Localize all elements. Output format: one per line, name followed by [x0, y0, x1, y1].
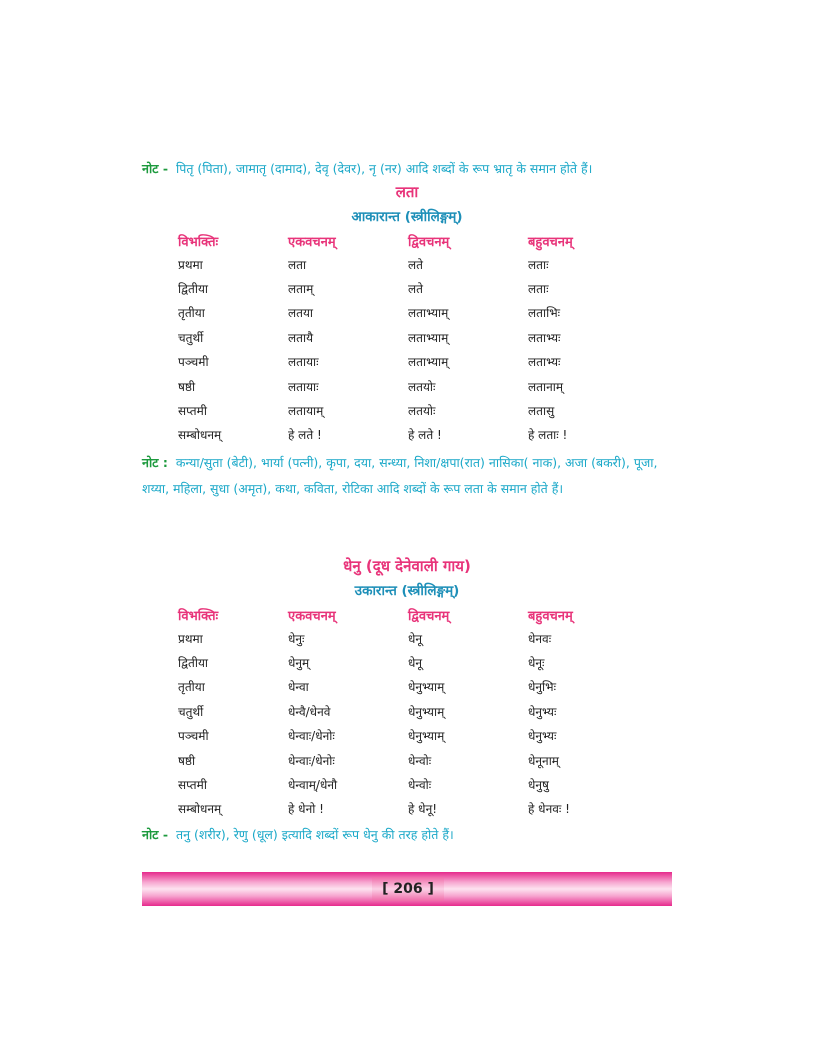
- table-row: [178, 724, 648, 748]
- table-row: [178, 374, 648, 398]
- dual-form: धेनुभ्याम्: [408, 704, 445, 719]
- singular-form: लतया: [288, 306, 314, 321]
- dual-form: लतयोः: [408, 404, 436, 419]
- table-row: [178, 276, 648, 300]
- singular-form: धेनुम्: [288, 656, 310, 671]
- table-row: [178, 301, 648, 325]
- lata-declension-table: [178, 230, 648, 447]
- header-vibhakti: विभक्तिः: [178, 235, 219, 250]
- singular-form: हे लते !: [288, 428, 322, 443]
- note-label: नोट -: [142, 161, 169, 176]
- lata-title: लता: [395, 183, 419, 201]
- note-lata-words: [142, 450, 672, 502]
- table-row: [178, 398, 648, 422]
- plural-form: लताभिः: [528, 306, 561, 321]
- dual-form: धेनुभ्याम्: [408, 680, 445, 695]
- singular-form: धेन्वाः/धेनोः: [288, 753, 335, 768]
- row-label: चतुर्थी: [178, 704, 204, 719]
- dhenu-title: धेनु (दूध देनेवाली गाय): [343, 557, 471, 575]
- singular-form: धेन्वा: [288, 680, 309, 695]
- singular-form: लतायाः: [288, 355, 319, 370]
- row-label: सम्बोधनम्: [178, 428, 222, 443]
- row-label: सप्तमी: [178, 778, 207, 793]
- dual-form: लताभ्याम्: [408, 330, 449, 345]
- plural-form: धेनूनाम्: [528, 753, 559, 768]
- row-label: पञ्चमी: [178, 355, 209, 370]
- dual-form: धेनू: [408, 631, 423, 646]
- singular-form: लता: [288, 257, 307, 272]
- lata-subtitle: आकारान्त (स्त्रीलिङ्गम्): [351, 209, 463, 225]
- row-label: षष्ठी: [178, 753, 196, 768]
- dual-form: धेनुभ्याम्: [408, 729, 445, 744]
- singular-form: लतायाम्: [288, 404, 324, 419]
- header-dvivachanam: द्विवचनम्: [408, 235, 450, 250]
- note-pitri: [142, 156, 672, 182]
- singular-form: लतायाः: [288, 379, 319, 394]
- header-vibhakti: विभक्तिः: [178, 609, 219, 624]
- singular-form: हे धेनो !: [288, 802, 324, 817]
- singular-form: लतायै: [288, 330, 314, 345]
- plural-form: धेनूः: [528, 656, 545, 671]
- page-number: [ 206 ]: [372, 877, 444, 901]
- table-row: [178, 650, 648, 674]
- dual-form: हे धेनू!: [408, 802, 438, 817]
- table-row: [178, 699, 648, 723]
- dual-form: लते: [408, 282, 423, 297]
- header-ekavachanam: एकवचनम्: [288, 235, 336, 250]
- table-row: [178, 797, 648, 821]
- table-row: [178, 325, 648, 349]
- row-label: चतुर्थी: [178, 330, 204, 345]
- dhenu-subtitle: उकारान्त (स्त्रीलिङ्गम्): [354, 583, 460, 599]
- row-label: प्रथमा: [178, 257, 203, 272]
- note-text: तनु (शरीर), रेणु (धूल) इत्यादि शब्दों रूप धेनु की तरह होते हैं।: [176, 827, 454, 842]
- plural-form: धेनुभिः: [528, 680, 557, 695]
- note-label: नोट -: [142, 827, 169, 842]
- plural-form: लताः: [528, 257, 549, 272]
- row-label: द्वितीया: [178, 282, 209, 297]
- dual-form: हे लते !: [408, 428, 442, 443]
- plural-form: लताः: [528, 282, 549, 297]
- row-label: सम्बोधनम्: [178, 802, 222, 817]
- row-label: तृतीया: [178, 680, 205, 695]
- table-header-row: [178, 230, 648, 252]
- plural-form: हे लताः !: [528, 428, 568, 443]
- singular-form: धेन्वै/धेनवे: [288, 704, 331, 719]
- dual-form: लते: [408, 257, 423, 272]
- plural-form: धेनवः: [528, 631, 552, 646]
- table-row: [178, 748, 648, 772]
- dual-form: धेन्वोः: [408, 753, 432, 768]
- plural-form: लतासु: [528, 404, 555, 419]
- plural-form: धेनुषु: [528, 778, 549, 793]
- row-label: पञ्चमी: [178, 729, 209, 744]
- table-row: [178, 350, 648, 374]
- dual-form: धेन्वोः: [408, 778, 432, 793]
- singular-form: लताम्: [288, 282, 314, 297]
- plural-form: लताभ्यः: [528, 355, 561, 370]
- header-ekavachanam: एकवचनम्: [288, 609, 336, 624]
- row-label: सप्तमी: [178, 404, 207, 419]
- table-row: [178, 423, 648, 447]
- table-row: [178, 252, 648, 276]
- singular-form: धेनुः: [288, 631, 305, 646]
- dhenu-declension-table: [178, 604, 648, 821]
- header-bahuvachanam: बहुवचनम्: [528, 235, 573, 250]
- plural-form: धेनुभ्यः: [528, 729, 557, 744]
- table-row: [178, 626, 648, 650]
- note-text: कन्या/सुता (बेटी), भार्या (पत्नी), कृपा, दया, सन्ध्या, निशा/क्षपा(रात) नासिका( नाक), अजा (बकरी), पूजा, शय्या, महिला, सुधा (अमृत), कथा, कविता, रोटिका आदि शब्दों के रूप लता के समान होते हैं।: [142, 455, 658, 496]
- dual-form: धेनू: [408, 656, 423, 671]
- header-bahuvachanam: बहुवचनम्: [528, 609, 573, 624]
- row-label: द्वितीया: [178, 656, 209, 671]
- table-row: [178, 772, 648, 796]
- row-label: प्रथमा: [178, 631, 203, 646]
- header-dvivachanam: द्विवचनम्: [408, 609, 450, 624]
- plural-form: लतानाम्: [528, 379, 564, 394]
- note-text: पितृ (पिता), जामातृ (दामाद), देवृ (देवर), नृ (नर) आदि शब्दों के रूप भ्रातृ के समान होते हैं।: [176, 161, 593, 176]
- plural-form: धेनुभ्यः: [528, 704, 557, 719]
- plural-form: लताभ्यः: [528, 330, 561, 345]
- dual-form: लतयोः: [408, 379, 436, 394]
- row-label: षष्ठी: [178, 379, 196, 394]
- plural-form: हे धेनवः !: [528, 802, 570, 817]
- note-dhenu-words: [142, 822, 672, 848]
- singular-form: धेन्वाः/धेनोः: [288, 729, 335, 744]
- table-row: [178, 675, 648, 699]
- singular-form: धेन्वाम्/धेनौ: [288, 778, 338, 793]
- dual-form: लताभ्याम्: [408, 306, 449, 321]
- note-label: नोट :: [142, 455, 168, 470]
- row-label: तृतीया: [178, 306, 205, 321]
- table-header-row: [178, 604, 648, 626]
- dual-form: लताभ्याम्: [408, 355, 449, 370]
